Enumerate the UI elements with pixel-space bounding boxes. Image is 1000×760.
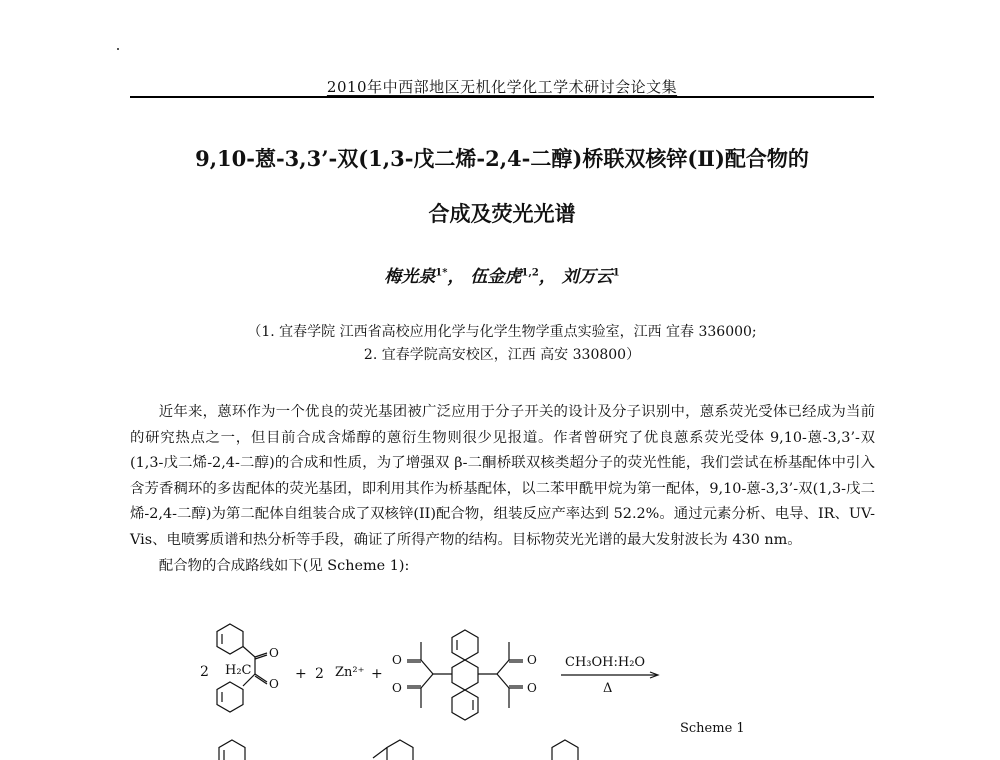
- author-list: [130, 262, 874, 287]
- ring-lower: [452, 690, 478, 720]
- ring-middle: [452, 660, 478, 690]
- benzene-ring-bottom: [217, 682, 243, 712]
- product-ring: [387, 740, 413, 760]
- author-affiliation-mark: 1: [612, 267, 620, 279]
- oxygen-label: O: [392, 681, 402, 695]
- author-separator: ，: [447, 267, 465, 287]
- bond-line: [421, 674, 433, 688]
- anthracene-ligand-structure: [407, 630, 523, 720]
- affiliation-line2: 2. 宜春学院高安校区，江西 高安 330800）: [363, 347, 641, 363]
- author-name: 刘万云: [561, 267, 613, 287]
- bond-line: [497, 674, 509, 688]
- ring-upper: [452, 630, 478, 660]
- carbonyl-bond: [255, 676, 267, 684]
- h2c-label: H₂C: [225, 663, 252, 678]
- abstract-body: [130, 400, 875, 579]
- product-ring: [552, 740, 578, 760]
- product-structure-partial: [219, 740, 578, 760]
- header-text: 2010年中西部地区无机化学化工学术研讨会论文集: [326, 78, 678, 96]
- oxygen-label: O: [527, 653, 537, 667]
- paper-title-line1: 9,10-蒽-3,3’-双(1,3-戊二烯-2,4-二醇)桥联双核锌(Ⅱ)配合物的: [195, 146, 809, 171]
- benzene-ring-top: [217, 624, 243, 654]
- bond-line: [243, 647, 255, 658]
- coefficient-2a: 2: [200, 664, 209, 680]
- paper-title-line2: 合成及荧光光谱: [428, 201, 576, 226]
- affiliation-line1: （1. 宜春学院 江西省高校应用化学与化学生物学重点实验室，江西 宜春 336000;: [247, 324, 757, 340]
- plus-sign: +: [295, 666, 307, 682]
- heat-symbol: Δ: [603, 681, 613, 696]
- scheme-label: Scheme 1: [680, 721, 745, 736]
- author-name: 伍金虎: [470, 267, 522, 287]
- bond-line: [421, 660, 433, 674]
- product-ring: [219, 740, 245, 760]
- oxygen-label: O: [269, 646, 279, 660]
- zinc-ion: Zn²⁺: [335, 665, 365, 680]
- scheme-intro-paragraph: 配合物的合成路线如下(见 Scheme 1):: [158, 557, 410, 574]
- bond-line: [497, 660, 509, 674]
- oxygen-label: O: [527, 681, 537, 695]
- header-rule: [130, 96, 874, 98]
- author-affiliation-mark: 1,2: [521, 267, 539, 279]
- abstract-paragraph: 近年来，蒽环作为一个优良的荧光基团被广泛应用于分子开关的设计及分子识别中，蒽系荧光受体已经成为当前的研究热点之一，但目前合成含烯醇的蒽衍生物则很少见报道。作者曾研究了优良蒽系荧光受体 9,10-蒽-3,3’-双(1,3-戊二烯-2,4-二醇)的合成和性质，为了增强双 β-二酮桥联双核类超分子的荧光性能，我们尝试在桥基配体中引入含芳香稠环的多齿配体的荧光基团，即利用其作为桥基配体，以二苯甲酰甲烷为第一配体，9,10-蒽-3,3’-双(1,3-戊二烯-2,4-二醇)为第二配体自组装合成了双核锌(II)配合物，组装反应产率达到 52.2%。通过元素分析、电导、IR、UV-Vis、电喷雾质谱和热分析等手段，确证了所得产物的结构。目标物荧光光谱的最大发射波长为 430 nm。: [130, 404, 875, 548]
- plus-sign: +: [371, 666, 383, 682]
- reaction-scheme: [195, 612, 815, 760]
- author-affiliation-mark: 1*: [435, 267, 448, 279]
- author-name: 梅光泉: [384, 267, 436, 287]
- reaction-conditions: CH₃OH:H₂O: [565, 655, 646, 670]
- running-header: [130, 76, 874, 97]
- oxygen-label: O: [269, 677, 279, 691]
- oxygen-label: O: [392, 653, 402, 667]
- scan-speck: [117, 48, 119, 50]
- author-separator: ，: [538, 267, 556, 287]
- bond-line: [373, 748, 387, 759]
- coefficient-2b: 2: [315, 666, 324, 682]
- carbonyl-bond: [255, 674, 267, 682]
